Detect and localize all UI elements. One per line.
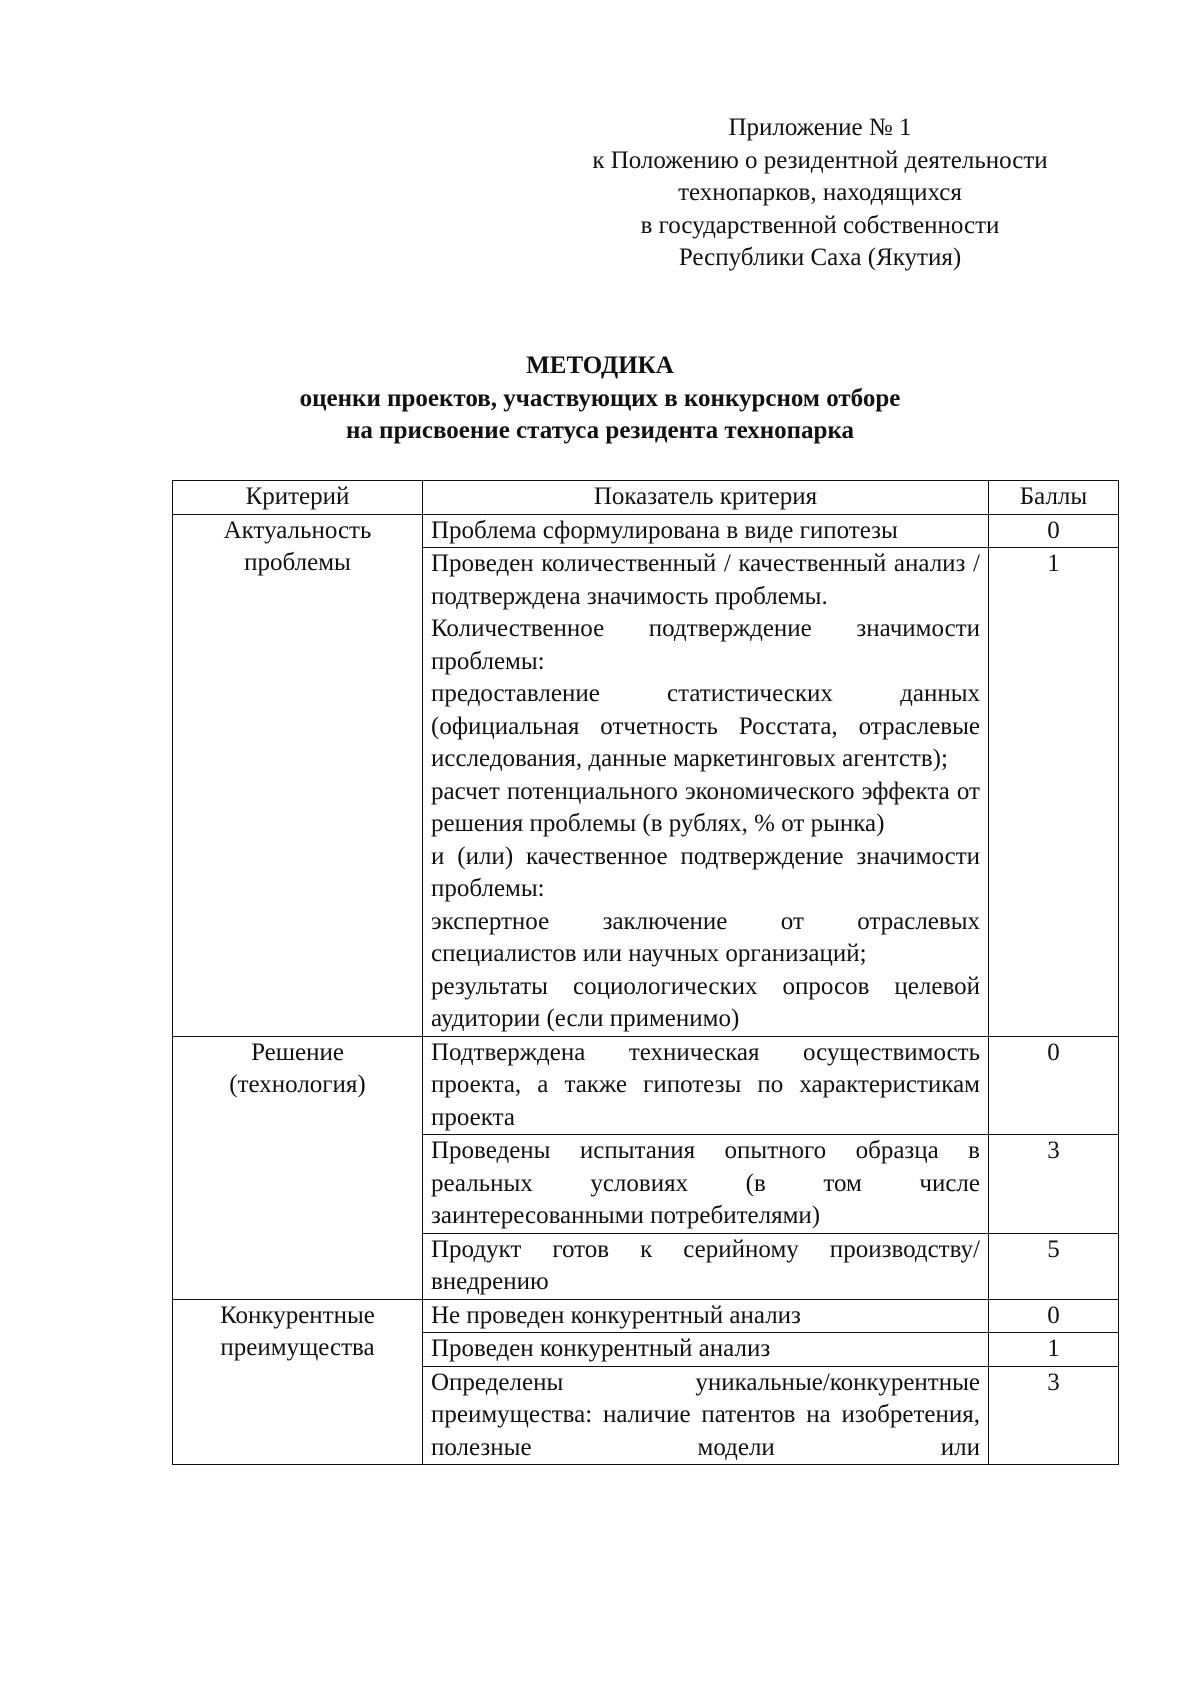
table-row [173, 514, 1119, 548]
appendix-line: Республики Саха (Якутия) [678, 244, 962, 271]
header-criterion: Критерий [173, 481, 423, 515]
table-header-row [173, 481, 1119, 515]
criterion-solution: Решение (технология) [173, 1036, 423, 1299]
criteria-table [172, 480, 1119, 1465]
indicator-cell: Проблема сформулирована в виде гипотезы [423, 514, 989, 548]
indicator-paragraph: Количественное подтверждение значимости проблемы: [431, 615, 980, 675]
header-points: Баллы [989, 481, 1119, 515]
indicator-cell: Не проведен конкурентный анализ [423, 1299, 989, 1333]
points-cell: 1 [989, 1333, 1119, 1367]
points-cell: 5 [989, 1233, 1119, 1299]
appendix-line: Приложение № 1 [728, 114, 912, 141]
appendix-note [560, 112, 1080, 275]
indicator-cell: Подтверждена техническая осуществимость проекта, а также гипотезы по характеристикам проекта [423, 1036, 989, 1135]
header-indicator: Показатель критерия [423, 481, 989, 515]
points-cell: 1 [989, 548, 1119, 1037]
title-line-1: МЕТОДИКА [526, 352, 674, 379]
indicator-paragraph: и (или) качественное подтверждение значимости проблемы: [431, 842, 980, 902]
criterion-actuality: Актуальность проблемы [173, 514, 423, 1036]
indicator-paragraph: результаты социологических опросов целевой аудитории (если применимо) [431, 972, 980, 1032]
points-cell: 0 [989, 1299, 1119, 1333]
appendix-line: в государственной собственности [640, 211, 1000, 239]
indicator-paragraph: расчет потенциального экономического эффекта от решения проблемы (в рублях, % от рынка) [431, 777, 980, 837]
title-line-2: оценки проектов, участвующих в конкурсном отборе [299, 384, 901, 412]
points-cell: 3 [989, 1135, 1119, 1234]
indicator-text: Определены уникальные/конкурентные преимущества: наличие патентов на изобретения, полезные модели или [431, 1368, 980, 1461]
indicator-cell [423, 1233, 989, 1299]
indicator-paragraph: предоставление статистических данных (официальная отчетность Росстата, отраслевые исследования, данные маркетинговых агентств); [431, 680, 980, 772]
table-row [173, 1299, 1119, 1333]
document-title [0, 350, 1200, 448]
indicator-cell: Проведен конкурентный анализ [423, 1333, 989, 1367]
indicator-paragraph: экспертное заключение от отраслевых специалистов или научных организаций; [431, 907, 980, 967]
indicator-cell [423, 548, 989, 1037]
indicator-text: Продукт готов к серийному производству/внедрению [431, 1235, 980, 1295]
points-cell: 3 [989, 1366, 1119, 1465]
title-line-3: на присвоение статуса резидента технопарка [346, 417, 854, 444]
indicator-cell [423, 1366, 989, 1465]
appendix-line: к Положению о резидентной деятельности [592, 146, 1048, 174]
appendix-line: технопарков, находящихся [678, 179, 962, 206]
points-cell: 0 [989, 1036, 1119, 1135]
criterion-competitive: Конкурентные преимущества [173, 1299, 423, 1465]
table-row [173, 1036, 1119, 1135]
indicator-paragraph: Проведен количественный / качественный анализ / подтверждена значимость проблемы. [431, 550, 980, 610]
points-cell: 0 [989, 514, 1119, 548]
indicator-cell: Проведены испытания опытного образца в реальных условиях (в том числе заинтересованными потребителями) [423, 1135, 989, 1234]
